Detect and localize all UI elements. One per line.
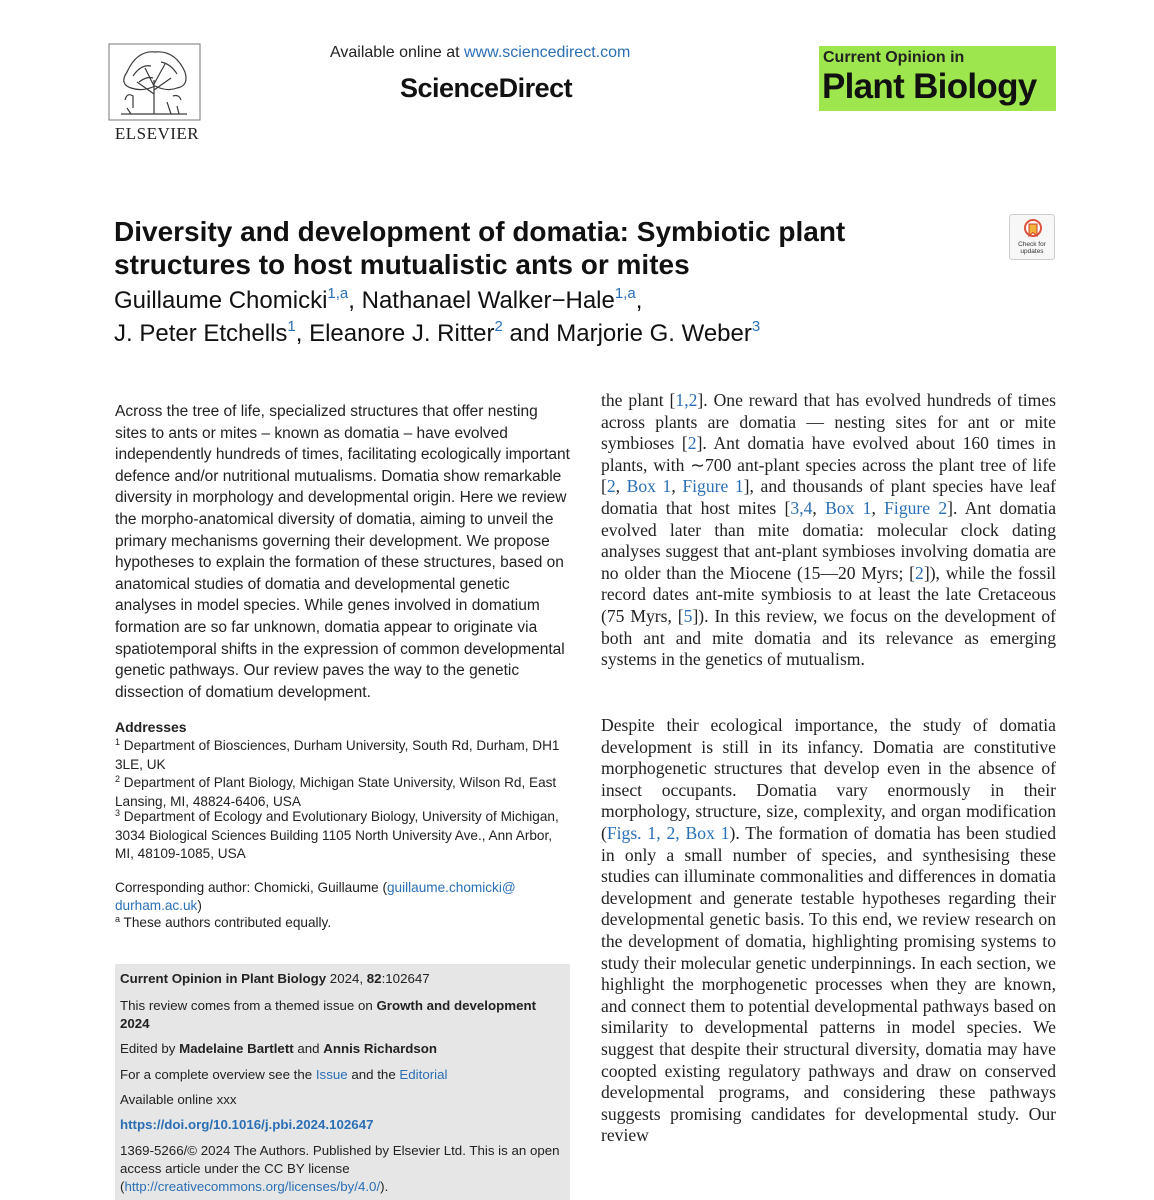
overview-line: For a complete overview see the Issue and the Editorial xyxy=(120,1067,448,1082)
body-text: ]. Ant domatia evolved later than mite domatia: molecular clock dating analyses suggest that ant-plant symbioses involving domatia are no older than the Miocene (15—20 Myrs; [ xyxy=(601,497,1057,583)
body-text: , xyxy=(671,476,683,497)
citation-link[interactable]: Figure 2 xyxy=(884,497,948,518)
sciencedirect-brand: ScienceDirect xyxy=(400,73,573,103)
citation-link[interactable]: 2 xyxy=(606,476,616,497)
author-name: Nathanael Walker−Hale xyxy=(361,287,615,314)
body-text: , xyxy=(871,497,885,518)
author-affiliation-sup[interactable]: 1 xyxy=(287,318,296,335)
abstract-text: Across the tree of life, specialized structures that offer nesting sites to ants or mites – known as domatia – have evolved independently hundreds of times, facilitating ecologically important defence and/or nutritional mutualisms. Domatia show remarkable diversity in morphology and developmental origin. Here we review the morpho-anatomical diversity of domatia, aiming to unveil the primary mechanisms governing their development. We propose hypotheses to explain the formation of these structures, based on anatomical studies of domatia and developmental genetic analyses in model species. While genes involved in domatium formation are so far unknown, domatia appear to originate via spatiotemporal shifts in the expression of common developmental genetic pathways. Our review paves the way to the genetic dissection of domatium development. xyxy=(115,403,570,701)
available-online-text: Available online at xyxy=(330,44,460,61)
journal-citation: Current Opinion in Plant Biology 2024, 82:102647 xyxy=(120,971,430,986)
journal-banner-title: Plant Biology xyxy=(822,67,1037,106)
author-name: J. Peter Etchells xyxy=(114,320,288,347)
author-name: Eleanore J. Ritter xyxy=(309,320,495,347)
doi-link[interactable]: https://doi.org/10.1016/j.pbi.2024.102647 xyxy=(120,1117,374,1132)
body-text: , xyxy=(615,476,627,497)
author-affiliation-sup[interactable]: 2 xyxy=(494,318,503,335)
author-affiliation-sup[interactable]: 1,a xyxy=(614,285,636,302)
citation-link[interactable]: Figs. 1, 2, Box 1 xyxy=(606,822,730,843)
citation-link[interactable]: 5 xyxy=(683,605,693,626)
available-online-xxx: Available online xxx xyxy=(120,1092,237,1107)
article-title xyxy=(114,215,974,281)
body-text: ], and thousands of plant species have leaf domatia that host mites [ xyxy=(601,476,1057,518)
author-affiliation-sup[interactable]: 1,a xyxy=(327,285,349,302)
equal-contribution-note: $^a$ These authors contributed equally. xyxy=(115,914,332,930)
author-affiliation-sup[interactable]: 3 xyxy=(751,318,761,335)
address-item: $^3$ Department of Ecology and Evolutionary Biology, University of Michigan, 3034 Biological Sciences Building 1105 North University Ave., Ann Arbor, MI, 48109-1085, USA xyxy=(115,808,559,861)
address-item: $^1$ Department of Biosciences, Durham University, South Rd, Durham, DH1 3LE, UK xyxy=(115,737,560,772)
author-name: Marjorie G. Weber xyxy=(556,320,752,347)
journal-banner xyxy=(819,46,1056,111)
bookmark-icon xyxy=(1024,219,1042,239)
body-paragraph-1 xyxy=(601,390,1056,671)
license-statement: 1369-5266/© 2024 The Authors. Published by Elsevier Ltd. This is an open access article under the CC BY license (http://creativecommons.org/licenses/by/4.0/). xyxy=(120,1143,560,1194)
body-text: ]. Ant domatia have evolved about 160 times in plants, with ∼700 ant-plant species across the plant tree of life [ xyxy=(601,433,1056,497)
citation-link[interactable]: 2 xyxy=(687,433,697,454)
body-text: Despite their ecological importance, the study of domatia development is still in its infancy. Domatia are constitutive morphogenetic structures that develop even in the absence of insect occupants. Domatia vary enormously in their morphology, structure, size, complexity, and organ modification ( xyxy=(601,715,1056,843)
author-name: Guillaume Chomicki xyxy=(114,287,328,314)
sciencedirect-url-link[interactable]: www.sciencedirect.com xyxy=(464,44,631,61)
body-text: ]), while the fossil record dates ant-mite symbiosis to at least the late Cretaceous (75 Myrs, [ xyxy=(601,562,1056,626)
issue-link[interactable]: Issue xyxy=(315,1067,348,1082)
editors: Edited by Madelaine Bartlett and Annis Richardson xyxy=(120,1041,438,1056)
check-for-updates-label: Check for updates xyxy=(1018,241,1046,255)
body-text: ]). In this review, we focus on the development of both ant and mite domatia and its relevance as emerging systems in the genetics of mutualism. xyxy=(601,605,1057,670)
journal-banner-top: Current Opinion in xyxy=(823,49,965,66)
corresponding-author: Corresponding author: Chomicki, Guillaume (guillaume.chomicki@ durham.ac.uk) xyxy=(115,880,516,913)
body-text: ]. One reward that has evolved hundreds of times across plants are domatia — nesting sites for ant or mite symbioses [ xyxy=(601,390,1056,454)
themed-issue: This review comes from a themed issue on Growth and development 2024 xyxy=(120,998,537,1031)
addresses-heading: Addresses xyxy=(115,719,187,735)
body-paragraph-2 xyxy=(601,715,1056,1147)
cc-license-link[interactable]: http://creativecommons.org/licenses/by/4.0/ xyxy=(124,1179,381,1194)
citation-link[interactable]: Box 1 xyxy=(825,497,872,518)
citation-link[interactable]: Figure 1 xyxy=(682,476,744,497)
editorial-link[interactable]: Editorial xyxy=(399,1067,448,1082)
article-info-box xyxy=(115,964,570,1200)
publisher-name: ELSEVIER xyxy=(114,124,200,143)
body-text: , xyxy=(812,497,826,518)
author-list: Guillaume Chomicki$^{1,a}$, Nathanael Walker−Hale$^{1,a}$, J. Peter Etchells$^1$, Eleanore J. Ritter$^2$ and Marjorie G. Weber$^3$ xyxy=(114,285,761,347)
address-item: $^2$ Department of Plant Biology, Michigan State University, Wilson Rd, East Lansing, MI, 48824-6406, USA xyxy=(115,774,557,809)
title-line-2: structures to host mutualistic ants or mites xyxy=(114,249,690,280)
available-online-line xyxy=(330,44,630,62)
citation-link[interactable]: 3,4 xyxy=(790,497,813,518)
body-text: ). The formation of domatia has been studied in only a small number of species, and synthesising these studies can illuminate commonalities and differences in domatia development and generate testable hypotheses regarding their developmental genetic basis. To this end, we review research on the development of domatia, highlighting promising systems to study their molecular genetic underpinnings. In each section, we highlight the morphogenetic processes when they are known, and connect them to potential developmental pathways based on similarity to developmental patterns in model species. We suggest that despite their structural diversity, domatia may have coopted existing regulatory pathways and draw on conserved developmental programs, and considering these pathways suggests promising candidates for developmental study. Our review xyxy=(601,822,1056,1146)
citation-link[interactable]: 1,2 xyxy=(675,390,698,410)
citation-link[interactable]: 2 xyxy=(915,562,924,583)
check-for-updates-button[interactable] xyxy=(1009,214,1055,260)
title-line-1: Diversity and development of domatia: Symbiotic plant xyxy=(114,216,846,247)
body-text: the plant [ xyxy=(601,390,676,410)
citation-link[interactable]: Box 1 xyxy=(626,476,672,497)
author-email-link[interactable]: guillaume.chomicki@ durham.ac.uk xyxy=(115,880,516,913)
